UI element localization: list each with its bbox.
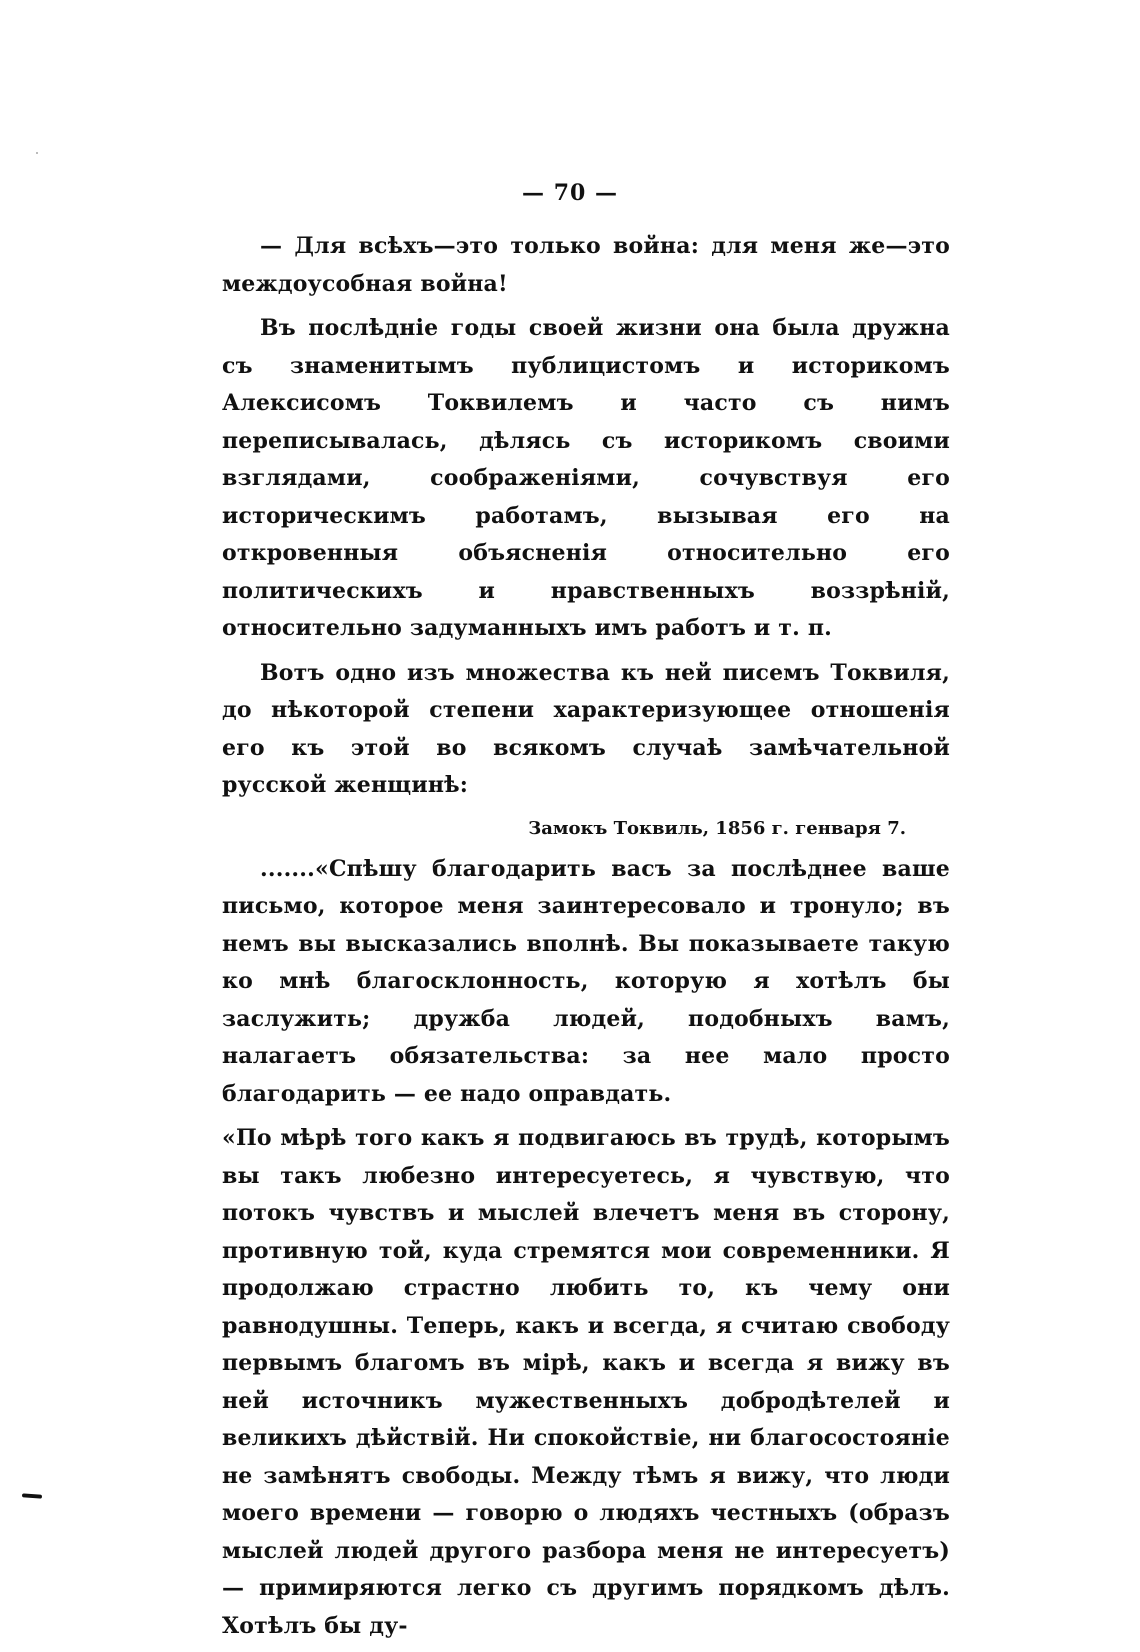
- page-number: — 70 —: [522, 180, 618, 206]
- margin-speck: [36, 152, 38, 154]
- page-body: [222, 228, 950, 1652]
- scan-edge-mark: [22, 1493, 42, 1498]
- paragraph-tocqueville-friendship: Въ послѣдніе годы своей жизни она была дружна съ знаменитымъ публицистомъ и историкомъ Алексисомъ Токвилемъ и часто съ нимъ переписывалась, дѣлясь съ историкомъ своими взглядами, соображеніями, сочувствуя его историческимъ работамъ, вызывая его на откровенныя объясненія относительно его политическихъ и нравственныхъ воззрѣній, относительно задуманныхъ имъ работъ и т. п.: [222, 315, 950, 641]
- letter-dateline: Замокъ Токвиль, 1856 г. генваря 7.: [528, 817, 906, 839]
- paragraph-quote-war: — Для всѣхъ—это только война: для меня же—это междоусобная война!: [222, 233, 950, 297]
- letter-paragraph-freedom: «По мѣрѣ того какъ я подвигаюсь въ трудѣ, которымъ вы такъ любезно интересуетесь, я чувствую, что потокъ чувствъ и мыслей влечетъ меня въ сторону, противную той, куда стремятся мои современники. Я продолжаю страстно любить то, къ чему они равнодушны. Теперь, какъ и всегда, я считаю свободу первымъ благомъ въ мірѣ, какъ и всегда я вижу въ ней источникъ мужественныхъ добродѣтелей и великихъ дѣйствій. Ни спокойствіе, ни благосостояніе не замѣнятъ свободы. Между тѣмъ я вижу, что люди моего времени — говорю о людяхъ честныхъ (образъ мыслей людей другого разбора меня не интересуетъ) — примиряются легко съ другимъ порядкомъ дѣлъ. Хотѣлъ бы ду-: [222, 1125, 950, 1639]
- letter-paragraph-thanks: .......«Спѣшу благодарить васъ за послѣднее ваше письмо, которое меня заинтересовало и тронуло; въ немъ вы высказались вполнѣ. Вы показываете такую ко мнѣ благосклонность, которую я хотѣлъ бы заслужить; дружба людей, подобныхъ вамъ, налагаетъ обязательства: за нее мало просто благодарить — ее надо оправдать.: [222, 855, 950, 1107]
- paragraph-letter-intro: Вотъ одно изъ множества къ ней писемъ Токвиля, до нѣкоторой степени характеризующее отношенія его къ этой во всякомъ случаѣ замѣчательной русской женщинѣ:: [222, 659, 950, 798]
